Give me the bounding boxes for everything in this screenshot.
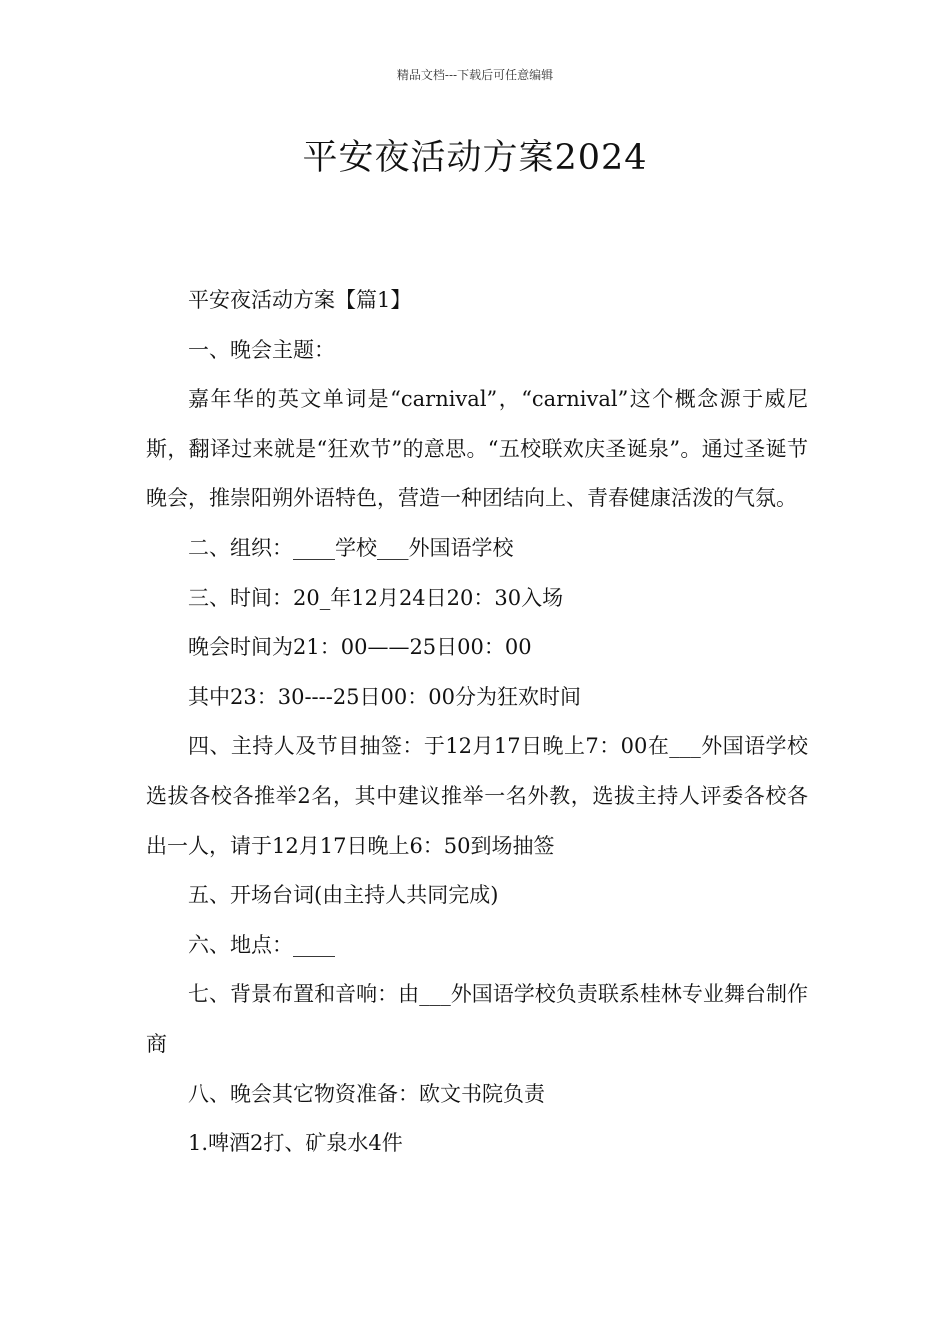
paragraph-stage-setup: 七、背景布置和音响：由___外国语学校负责联系桂林专业舞台制作商 xyxy=(146,982,808,1056)
paragraph-party-time: 晚会时间为21：00——25日00：00 xyxy=(188,635,532,660)
paragraph-supplies-item-1: 1.啤酒2打、矿泉水4件 xyxy=(188,1131,403,1156)
paragraph-theme-body: 嘉年华的英文单词是“carnival”，“carnival”这个概念源于威尼斯，翻译过来就是“狂欢节”的意思。“五校联欢庆圣诞泉”。通过圣诞节晚会，推崇阳朔外语特色，营造一种团结向上、青春健康活泼的气氛。 xyxy=(146,387,808,511)
document-title: 平安夜活动方案2024 xyxy=(302,138,648,178)
page-header-note: 精品文档---下载后可任意编辑 xyxy=(396,68,554,82)
paragraph-location: 六、地点：____ xyxy=(188,932,335,957)
section-heading: 平安夜活动方案【篇1】 xyxy=(188,288,412,312)
paragraph-theme-heading: 一、晚会主题： xyxy=(188,337,335,362)
paragraph-supplies: 八、晚会其它物资准备：欧文书院负责 xyxy=(188,1081,545,1106)
paragraph-host-selection: 四、主持人及节目抽签：于12月17日晚上7：00在___外国语学校选拔各校各推举2名，其中建议推举一名外教，选拔主持人评委各校各出一人，请于12月17日晚上6：50到场抽签 xyxy=(146,734,808,858)
paragraph-opening-lines: 五、开场台词(由主持人共同完成) xyxy=(188,883,499,908)
paragraph-carnival-time: 其中23：30----25日00：00分为狂欢时间 xyxy=(188,684,581,709)
paragraph-organizer: 二、组织：____学校___外国语学校 xyxy=(188,535,514,560)
document-body xyxy=(146,276,808,1169)
paragraph-time: 三、时间：20_年12月24日20：30入场 xyxy=(188,585,564,610)
